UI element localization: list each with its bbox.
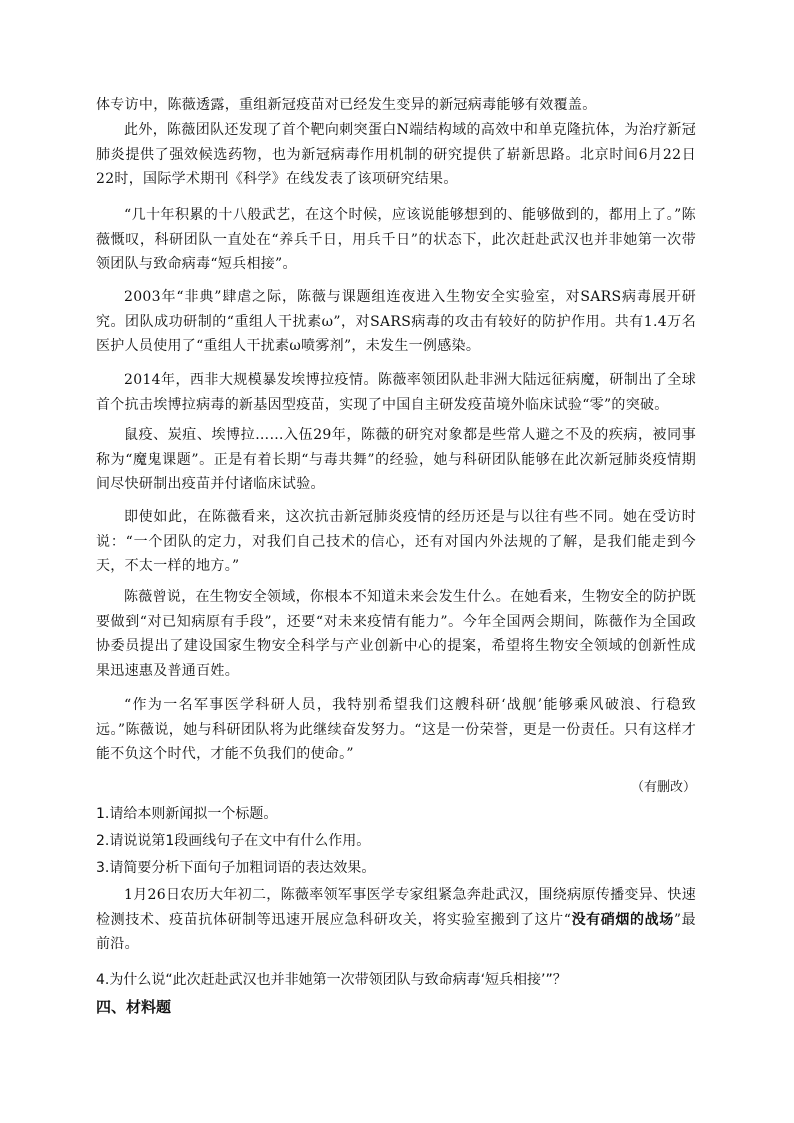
paragraph-3: “几十年积累的十八般武艺，在这个时候，应该说能够想到的、能够做到的，都用上了。”陈薇慨叹，科研团队一直处在“养兵千日，用兵千日”的状态下，此次赶赴武汉也并非她第一次带领团队与致命病毒“短兵相接”。 (96, 207, 696, 272)
paragraph-2: 此外，陈薇团队还发现了首个靶向刺突蛋白N端结构域的高效中和单克隆抗体，为治疗新冠肺炎提供了强效候选药物，也为新冠病毒作用机制的研究提供了崭新思路。北京时间6月22日22时，国际学术期刊《科学》在线发表了该项研究结果。 (96, 122, 696, 187)
paragraph-1: 体专访中，陈薇透露，重组新冠疫苗对已经发生变异的新冠病毒能够有效覆盖。 (96, 97, 597, 113)
paragraph-9: “作为一名军事医学科研人员，我特别希望我们这艘科研‘战舰’能够乘风破浪、行稳致远。”陈薇说，她与科研团队将为此继续奋发努力。“这是一份荣誉，更是一份责任。只有这样才能不负这个时代，才能不负我们的使命。” (96, 697, 696, 762)
edit-note: （有删改） (630, 780, 696, 795)
quote-bold-phrase: 没有硝烟的战场 (571, 911, 674, 928)
question-2: 2.请说说第1段画线句子在文中有什么作用。 (96, 833, 371, 849)
question-3: 3.请简要分析下面句子加粗词语的表达效果。 (96, 860, 376, 876)
section-heading: 四、材料题 (96, 998, 172, 1016)
quote-text-after: ”最前沿。 (96, 911, 696, 952)
paragraph-6: 鼠疫、炭疽、埃博拉……入伍29年，陈薇的研究对象都是些常人避之不及的疾病，被同事称为“魔鬼课题”。正是有着长期“与毒共舞”的经验，她与科研团队能够在此次新冠肺炎疫情期间尽快研制出疫苗并付诸临床试验。 (96, 427, 696, 492)
quote-text-before: 1月26日农历大年初二，陈薇率领军事医学专家组紧急奔赴武汉，围绕病原传播变异、快速检测技术、疫苗抗体研制等迅速开展应急科研攻关，将实验室搬到了这片“ (96, 887, 696, 928)
paragraph-4: 2003年“非典”肆虐之际，陈薇与课题组连夜进入生物安全实验室，对SARS病毒展开研究。团队成功研制的“重组人干扰素ω”，对SARS病毒的攻击有较好的防护作用。共有1.4万名医护人员使用了“重组人干扰素ω喷雾剂”，未发生一例感染。 (96, 289, 696, 354)
paragraph-7: 即使如此，在陈薇看来，这次抗击新冠肺炎疫情的经历还是与以往有些不同。她在受访时说：“一个团队的定力，对我们自己技术的信心，还有对国内外法规的了解，是我们能走到今天，不太一样的地方。” (96, 509, 696, 574)
question-3-quote (96, 883, 696, 957)
question-4: 4.为什么说“此次赶赴武汉也并非她第一次带领团队与致命病毒‘短兵相接’”？ (96, 972, 567, 988)
paragraph-5: 2014年，西非大规模暴发埃博拉疫情。陈薇率领团队赴非洲大陆远征病魔，研制出了全球首个抗击埃博拉病毒的新基因型疫苗，实现了中国自主研发疫苗境外临床试验“零”的突破。 (96, 372, 696, 413)
paragraph-8: 陈薇曾说，在生物安全领域，你根本不知道未来会发生什么。在她看来，生物安全的防护既要做到“对已知病原有手段”，还要“对未来疫情有能力”。今年全国两会期间，陈薇作为全国政协委员提出了建设国家生物安全科学与产业创新中心的提案，希望将生物安全领域的创新性成果迅速惠及普通百姓。 (96, 589, 696, 679)
question-1: 1.请给本则新闻拟一个标题。 (96, 806, 278, 822)
